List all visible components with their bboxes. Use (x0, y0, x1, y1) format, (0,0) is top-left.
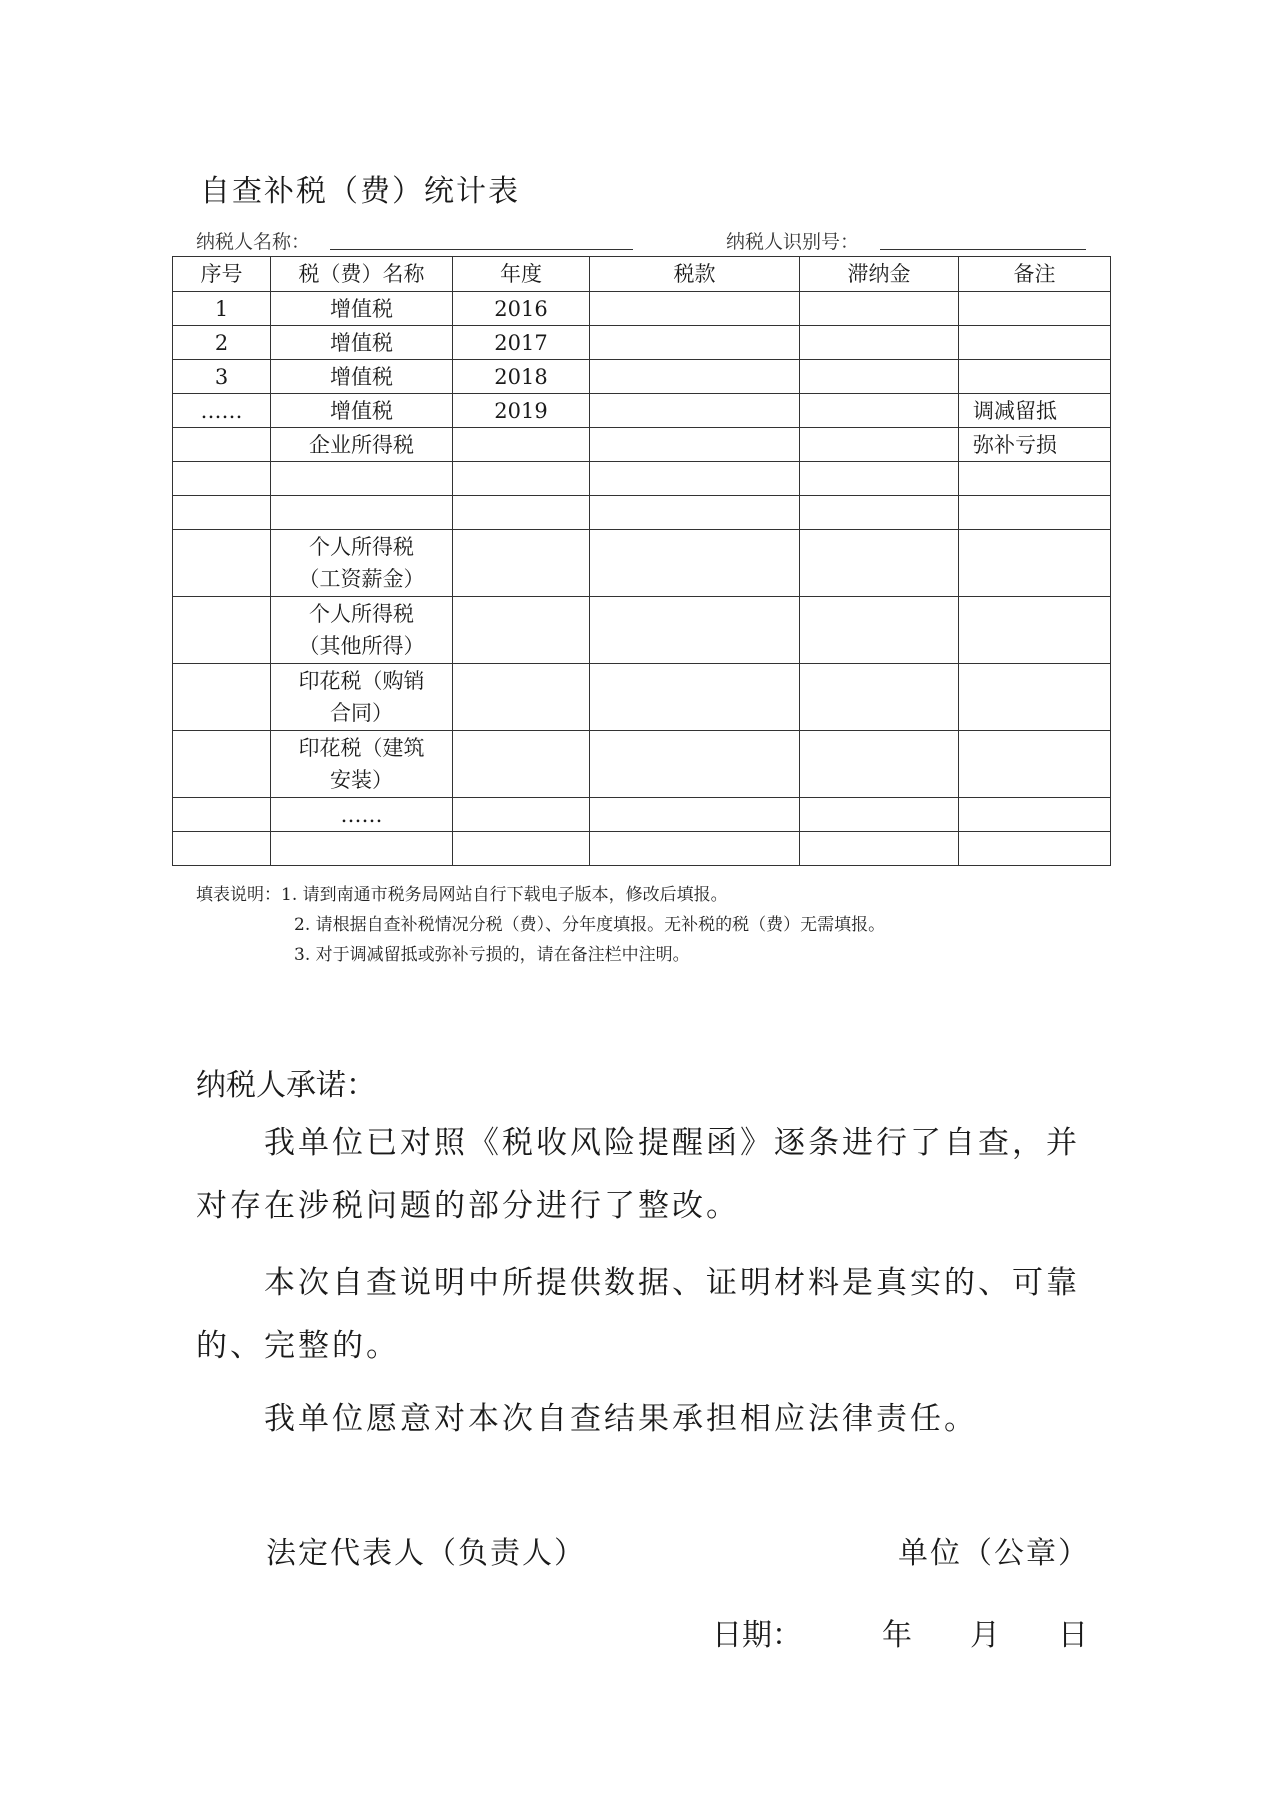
table-row (173, 496, 1111, 530)
cell-no (173, 731, 271, 798)
cell-remark (959, 462, 1111, 496)
date-day-label: 日 (1058, 1618, 1088, 1653)
cell-late-fee (800, 597, 959, 664)
table-row (173, 530, 1111, 597)
cell-late-fee (800, 731, 959, 798)
commitment-title: 纳税人承诺： (196, 1068, 376, 1103)
cell-late-fee (800, 832, 959, 866)
cell-late-fee (800, 462, 959, 496)
cell-year (453, 530, 590, 597)
tax-name-line: 合同） (330, 701, 393, 725)
cell-tax-name (271, 428, 453, 462)
cell-no: 3 (173, 360, 271, 394)
cell-tax-amount (590, 496, 800, 530)
tax-name-line: 增值税 (330, 364, 393, 389)
tax-name-line: 企业所得税 (309, 432, 414, 457)
cell-tax-name (271, 597, 453, 664)
cell-late-fee (800, 360, 959, 394)
table-body (173, 292, 1111, 866)
cell-tax-amount (590, 832, 800, 866)
tax-name-line: 印花税（建筑 (298, 736, 425, 760)
cell-remark (959, 798, 1111, 832)
table-row (173, 832, 1111, 866)
cell-year: 2016 (453, 292, 590, 326)
tax-name-line: 个人所得税 (309, 602, 414, 626)
cell-remark (959, 326, 1111, 360)
table-row (173, 664, 1111, 731)
cell-year (453, 428, 590, 462)
cell-remark (959, 360, 1111, 394)
table-row (173, 394, 1111, 428)
cell-late-fee (800, 326, 959, 360)
cell-late-fee (800, 394, 959, 428)
cell-no (173, 597, 271, 664)
unit-seal-label: 单位（公章） (898, 1536, 1090, 1571)
table-row (173, 597, 1111, 664)
cell-remark (959, 832, 1111, 866)
cell-year (453, 731, 590, 798)
cell-remark (959, 292, 1111, 326)
cell-no (173, 664, 271, 731)
cell-remark: 弥补亏损 (959, 428, 1111, 462)
taxpayer-id-label: 纳税人识别号： (726, 231, 860, 253)
table-row (173, 798, 1111, 832)
fill-instructions (196, 880, 885, 970)
cell-late-fee (800, 292, 959, 326)
col-header-tax: 税款 (590, 257, 800, 292)
cell-year: 2017 (453, 326, 590, 360)
table-row (173, 360, 1111, 394)
taxpayer-id-field[interactable] (880, 249, 1086, 250)
cell-year (453, 597, 590, 664)
commitment-paragraph: 我单位已对照《税收风险提醒函》逐条进行了自查，并对存在涉税问题的部分进行了整改。 (196, 1125, 1080, 1224)
cell-remark (959, 597, 1111, 664)
cell-tax-name (271, 664, 453, 731)
cell-tax-amount (590, 394, 800, 428)
table-row (173, 731, 1111, 798)
cell-tax-name (271, 462, 453, 496)
cell-tax-amount (590, 798, 800, 832)
cell-tax-amount (590, 597, 800, 664)
cell-late-fee (800, 428, 959, 462)
notes-label: 填表说明： (196, 885, 281, 905)
note-item: 1. 请到南通市税务局网站自行下载电子版本，修改后填报。 (281, 885, 728, 905)
tax-name-line: 增值税 (330, 296, 393, 321)
col-header-remark: 备注 (959, 257, 1111, 292)
cell-tax-amount (590, 530, 800, 597)
cell-no (173, 798, 271, 832)
table-row (173, 462, 1111, 496)
cell-tax-amount (590, 428, 800, 462)
cell-year (453, 832, 590, 866)
cell-tax-name (271, 360, 453, 394)
cell-tax-amount (590, 462, 800, 496)
cell-no (173, 428, 271, 462)
form-title: 自查补税（费）统计表 (200, 174, 520, 209)
cell-remark (959, 496, 1111, 530)
col-header-year: 年度 (453, 257, 590, 292)
cell-year (453, 664, 590, 731)
cell-no: …… (173, 394, 271, 428)
cell-tax-amount (590, 731, 800, 798)
cell-tax-name (271, 496, 453, 530)
col-header-late-fee: 滞纳金 (800, 257, 959, 292)
cell-remark: 调减留抵 (959, 394, 1111, 428)
cell-no (173, 530, 271, 597)
tax-name-line: 增值税 (330, 330, 393, 355)
cell-tax-name (271, 832, 453, 866)
tax-name-line: （工资薪金） (298, 567, 425, 591)
cell-tax-amount (590, 326, 800, 360)
commitment-paragraph: 我单位愿意对本次自查结果承担相应法律责任。 (264, 1401, 978, 1437)
cell-tax-name (271, 798, 453, 832)
cell-tax-amount (590, 360, 800, 394)
table-header-row (173, 257, 1111, 292)
cell-year: 2019 (453, 394, 590, 428)
cell-late-fee (800, 798, 959, 832)
cell-year: 2018 (453, 360, 590, 394)
commitment-paragraph: 本次自查说明中所提供数据、证明材料是真实的、可靠的、完整的。 (196, 1265, 1080, 1364)
tax-name-line: 印花税（购销 (298, 669, 425, 693)
table-row (173, 292, 1111, 326)
cell-tax-name (271, 326, 453, 360)
legal-representative-label: 法定代表人（负责人） (266, 1536, 586, 1571)
col-header-name: 税（费）名称 (271, 257, 453, 292)
cell-late-fee (800, 664, 959, 731)
cell-late-fee (800, 530, 959, 597)
cell-tax-name (271, 731, 453, 798)
cell-no: 2 (173, 326, 271, 360)
col-header-no: 序号 (173, 257, 271, 292)
tax-name-line: 个人所得税 (309, 535, 414, 559)
tax-name-line: …… (340, 802, 383, 827)
tax-name-line: （其他所得） (298, 634, 425, 658)
taxpayer-name-field[interactable] (330, 249, 633, 250)
note-item: 2. 请根据自查补税情况分税（费）、分年度填报。无补税的税（费）无需填报。 (294, 915, 886, 935)
cell-tax-name (271, 292, 453, 326)
cell-no (173, 462, 271, 496)
cell-year (453, 798, 590, 832)
cell-late-fee (800, 496, 959, 530)
date-label: 日期： (712, 1618, 802, 1653)
cell-year (453, 496, 590, 530)
table-row (173, 428, 1111, 462)
tax-name-line: 安装） (330, 768, 393, 792)
cell-tax-name (271, 394, 453, 428)
cell-tax-amount (590, 292, 800, 326)
cell-tax-name (271, 530, 453, 597)
tax-name-line: 增值税 (330, 398, 393, 423)
cell-no (173, 496, 271, 530)
cell-year (453, 462, 590, 496)
table-row (173, 326, 1111, 360)
date-month-label: 月 (970, 1618, 1000, 1653)
cell-remark (959, 664, 1111, 731)
note-item: 3. 对于调减留抵或弥补亏损的，请在备注栏中注明。 (294, 945, 690, 965)
cell-remark (959, 530, 1111, 597)
cell-tax-amount (590, 664, 800, 731)
cell-remark (959, 731, 1111, 798)
cell-no (173, 832, 271, 866)
taxpayer-name-label: 纳税人名称： (196, 231, 311, 253)
date-year-label: 年 (882, 1618, 912, 1653)
tax-table (172, 256, 1111, 866)
cell-no: 1 (173, 292, 271, 326)
